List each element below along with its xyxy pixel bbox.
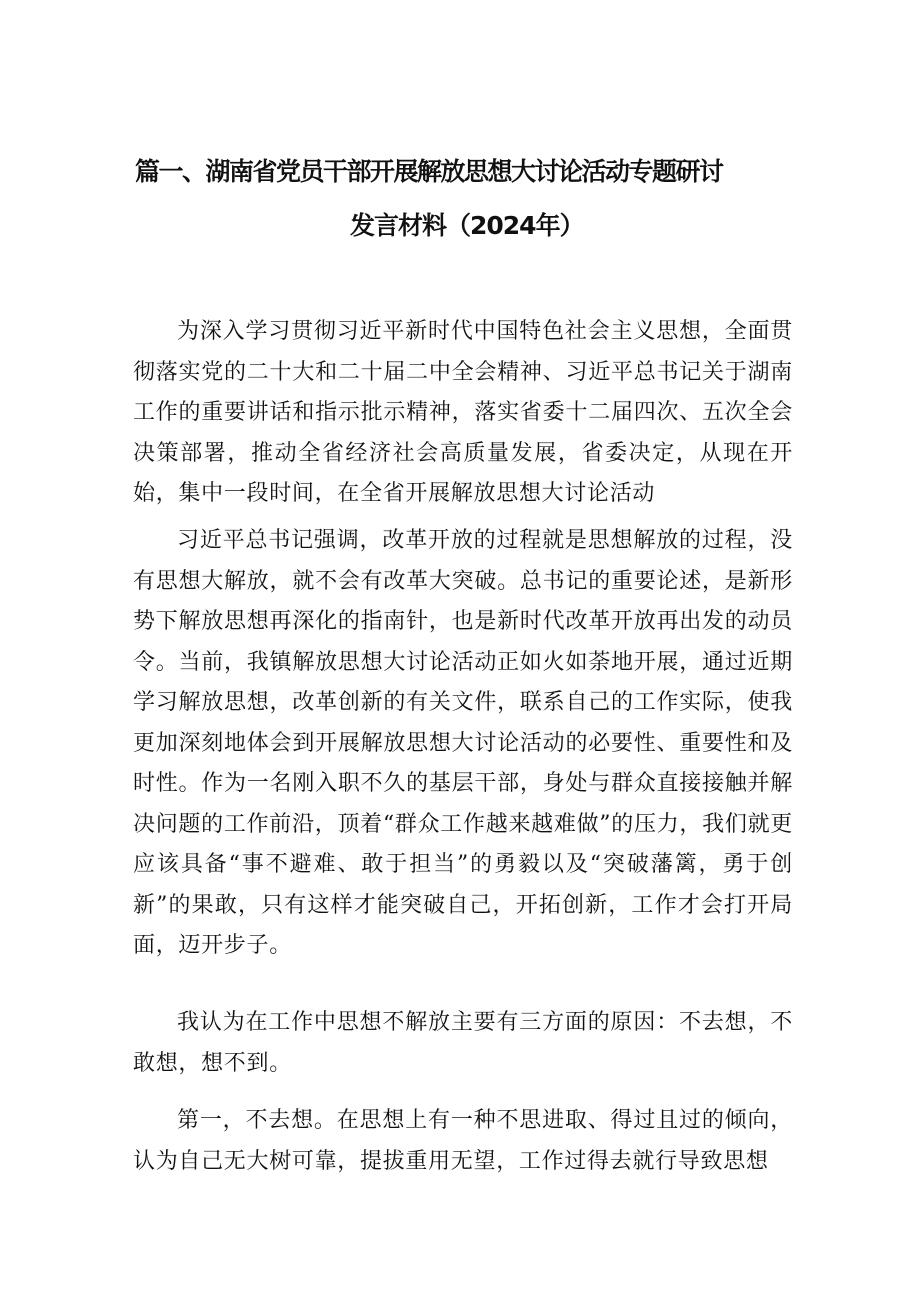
paragraph-text: 第一，不去想。在思想上有一种不思进取、得过且过的倾向，认为自己无大树可靠，提拔重用无望，工作过得去就行导致思想 (133, 1108, 793, 1174)
paragraph-text: 为深入学习贯彻习近平新时代中国特色社会主义思想，全面贯彻落实党的二十大和二十届二中全会精神、习近平总书记关于湖南工作的重要讲话和指示批示精神，落实省委十二届四次、五次全会决策部署，推动全省经济社会高质量发展，省委决定，从现在开始，集中一段时间，在全省开展解放思想大讨论活动 (133, 319, 793, 506)
paragraph-1 (133, 312, 793, 515)
paragraph-3 (133, 1003, 793, 1084)
paragraph-2 (133, 521, 793, 967)
paragraph-4 (133, 1101, 793, 1182)
document-title-line1: 篇一、湖南省党员干部开展解放思想大讨论活动专题研讨 (135, 157, 723, 186)
document-title-line2: 发言材料（2024年） (350, 211, 584, 240)
paragraph-text: 我认为在工作中思想不解放主要有三方面的原因：不去想，不敢想，想不到。 (133, 1010, 793, 1076)
paragraph-text: 习近平总书记强调，改革开放的过程就是思想解放的过程，没有思想大解放，就不会有改革大突破。总书记的重要论述，是新形势下解放思想再深化的指南针，也是新时代改革开放再出发的动员令。当前，我镇解放思想大讨论活动正如火如荼地开展，通过近期学习解放思想，改革创新的有关文件，联系自己的工作实际，使我更加深刻地体会到开展解放思想大讨论活动的必要性、重要性和及时性。作为一名刚入职不久的基层干部，身处与群众直接接触并解决问题的工作前沿，顶着“群众工作越来越难做”的压力，我们就更应该具备“事不避难、敢于担当”的勇毅以及“突破藩篱，勇于创新”的果敢，只有这样才能突破自己，开拓创新，工作才会打开局面，迈开步子。 (133, 528, 793, 958)
